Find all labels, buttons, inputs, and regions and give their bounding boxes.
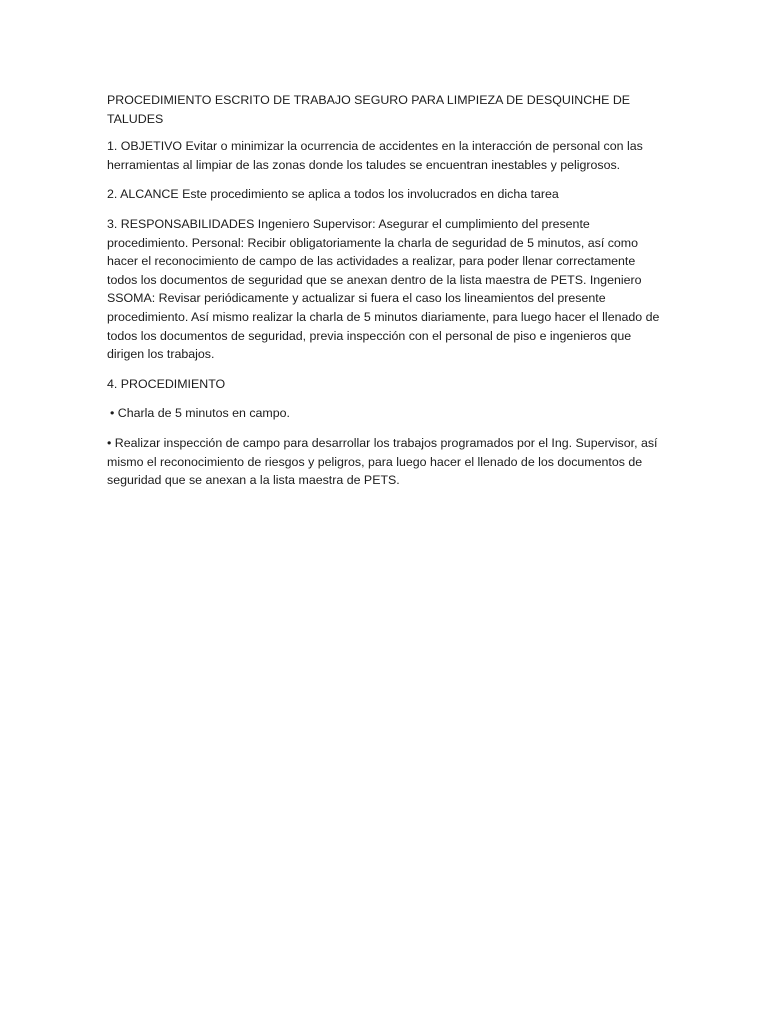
document-title: PROCEDIMIENTO ESCRITO DE TRABAJO SEGURO PARA LIMPIEZA DE DESQUINCHE DE TALUDES [107, 93, 631, 126]
bullet-item-inspeccion: • Realizar inspección de campo para desarrollar los trabajos programados por el Ing. Supervisor, así mismo el reconocimiento de riesgos y peligros, para luego hacer el llenado de los documentos de seguridad que se anexan a la lista maestra de PETS. [107, 435, 658, 488]
section-procedimiento: 4. PROCEDIMIENTO [107, 376, 226, 391]
section-objetivo: 1. OBJETIVO Evitar o minimizar la ocurrencia de accidentes en la interacción de personal con las herramientas al limpiar de las zonas donde los taludes se encuentran inestables y peligrosos. [107, 139, 643, 172]
section-alcance: 2. ALCANCE Este procedimiento se aplica a todos los involucrados en dicha tarea [107, 187, 559, 202]
bullet-item-charla: • Charla de 5 minutos en campo. [110, 406, 290, 421]
section-responsabilidades: 3. RESPONSABILIDADES Ingeniero Supervisor: Asegurar el cumplimiento del presente procedimiento. Personal: Recibir obligatoriamente la charla de seguridad de 5 minutos, así como hacer el reconocimiento de campo de las actividades a realizar, para poder llenar correctamente todos los documentos de seguridad que se anexan dentro de la lista maestra de PETS. Ingeniero SSOMA: Revisar periódicamente y actualizar si fuera el caso los lineamientos del presente procedimiento. Así mismo realizar la charla de 5 minutos diariamente, para luego hacer el llenado de todos los documentos de seguridad, previa inspección con el personal de piso e ingenieros que dirigen los trabajos. [107, 216, 660, 362]
